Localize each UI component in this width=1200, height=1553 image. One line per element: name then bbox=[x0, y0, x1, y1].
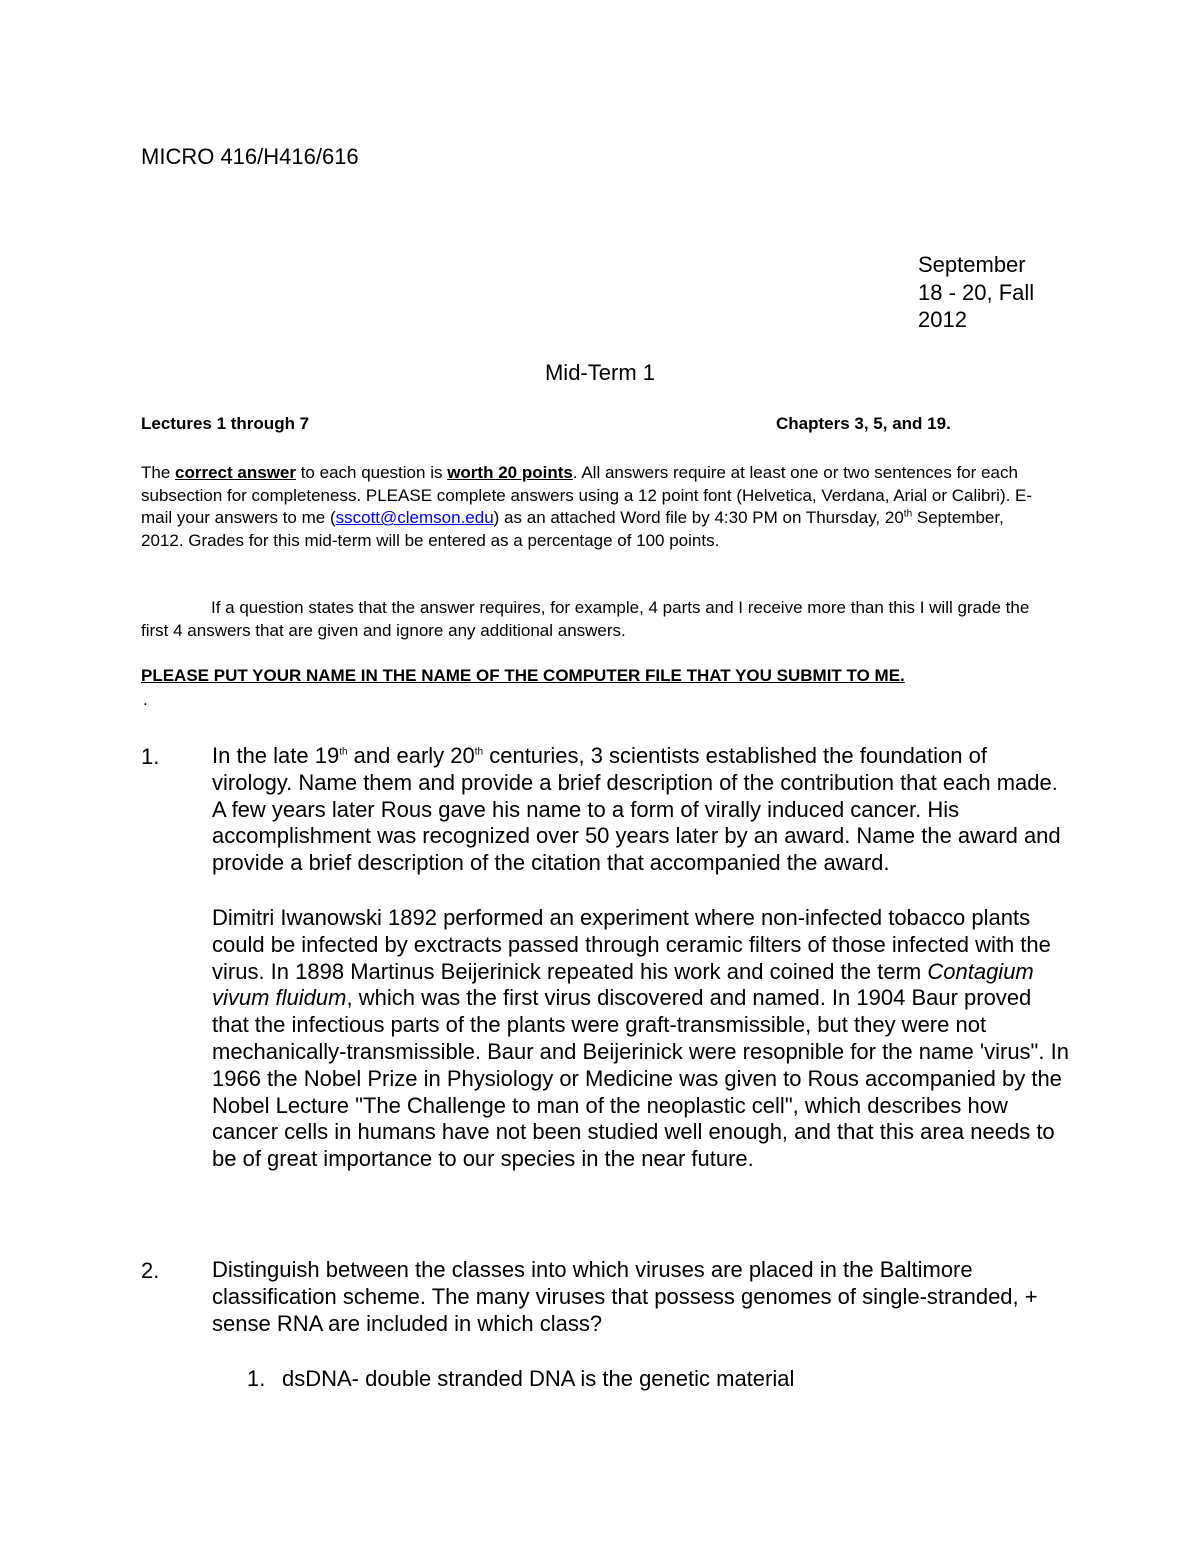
text-span: . All answers require at least one or two sentences for each subsection for completeness. PLEASE complete answers using a 12 point font (Helvetica, Verdana, Arial or Calibri). E-mail your answers to me ( bbox=[141, 463, 1033, 528]
date-line: 18 - 20, Fall bbox=[918, 279, 1035, 305]
text-span: and early 20 bbox=[347, 743, 475, 768]
text-span: , which was the first virus discovered and named. In 1904 Baur proved that the infectious parts of the plants were graft-transmissible, but they were not mechanically-transmissible. Baur and Beijerinick were resopnible for the name 'virus". In 1966 the Nobel Prize in Physiology or Medicine was given to Rous accompanied by the Nobel Lecture "The Challenge to man of the neoplastic cell", which describes how cancer cells in humans have not been studied well enough, and that this area needs to be of great importance to our species in the near future. bbox=[212, 985, 1069, 1172]
notice-dot: . bbox=[143, 690, 148, 709]
points-emphasis: worth 20 points bbox=[447, 463, 573, 482]
submission-notice: PLEASE PUT YOUR NAME IN THE NAME OF THE COMPUTER FILE THAT YOU SUBMIT TO ME. bbox=[141, 666, 905, 685]
policy-text: If a question states that the answer requires, for example, 4 parts and I receive more than this I will grade the first 4 answers that are given and ignore any additional answers. bbox=[141, 598, 1030, 640]
text-span: centuries, 3 scientists established the foundation of virology. Name them and provide a brief description of the contribution that each made. A few years later Rous gave his name to a form of virally induced cancer. His accomplishment was recognized over 50 years later by an award. Name the award and provide a brief description of the citation that accompanied the award. bbox=[212, 743, 1061, 876]
question-1 bbox=[212, 743, 1072, 877]
chapters-range: Chapters 3, 5, and 19. bbox=[776, 414, 951, 433]
text-span: The bbox=[141, 463, 176, 482]
text-span: Dimitri Iwanowski 1892 performed an experiment where non-infected tobacco plants could be infected by exctracts passed through ceramic filters of those infected with the virus. In 1898 Martinus Beijerinick repeated his work and coined the term bbox=[212, 905, 1051, 984]
course-code: MICRO 416/H416/616 bbox=[141, 144, 359, 169]
text-span: September, 2012. Grades for this mid-term will be entered as a percentage of 100 points. bbox=[141, 508, 1004, 550]
correct-answer-emphasis: correct answer bbox=[175, 463, 296, 482]
question-1-text bbox=[212, 743, 1072, 877]
email-link[interactable]: sscott@clemson.edu bbox=[335, 508, 494, 528]
exam-date bbox=[918, 251, 1078, 334]
text-span: ) as an attached Word file by 4:30 PM on Thursday, 20 bbox=[493, 508, 904, 528]
date-line: September bbox=[918, 252, 1026, 277]
text-span: to each question is bbox=[295, 463, 448, 482]
superscript: th bbox=[474, 746, 484, 758]
superscript: th bbox=[903, 508, 913, 520]
question-2-number: 2. bbox=[141, 1258, 160, 1283]
question-2 bbox=[212, 1257, 1072, 1337]
date-line: 2012 bbox=[918, 307, 967, 332]
question-2-text: Distinguish between the classes into which viruses are placed in the Baltimore classification scheme. The many viruses that possess genomes of single-stranded, + sense RNA are included in which class? bbox=[212, 1257, 1038, 1336]
exam-title: Mid-Term 1 bbox=[544, 360, 655, 385]
answer-list-number: 1. bbox=[247, 1366, 266, 1391]
question-1-answer bbox=[212, 905, 1072, 1173]
text-span: In the late 19 bbox=[212, 743, 340, 768]
instructions-paragraph bbox=[141, 462, 1051, 552]
answer-list-item: dsDNA- double stranded DNA is the genetic material bbox=[282, 1366, 795, 1391]
lectures-range: Lectures 1 through 7 bbox=[141, 414, 310, 433]
italic-term: Contagium vivum fluidum bbox=[212, 958, 1034, 1011]
superscript: th bbox=[339, 746, 348, 758]
grading-policy-paragraph bbox=[141, 597, 1051, 642]
question-1-number: 1. bbox=[141, 744, 160, 769]
